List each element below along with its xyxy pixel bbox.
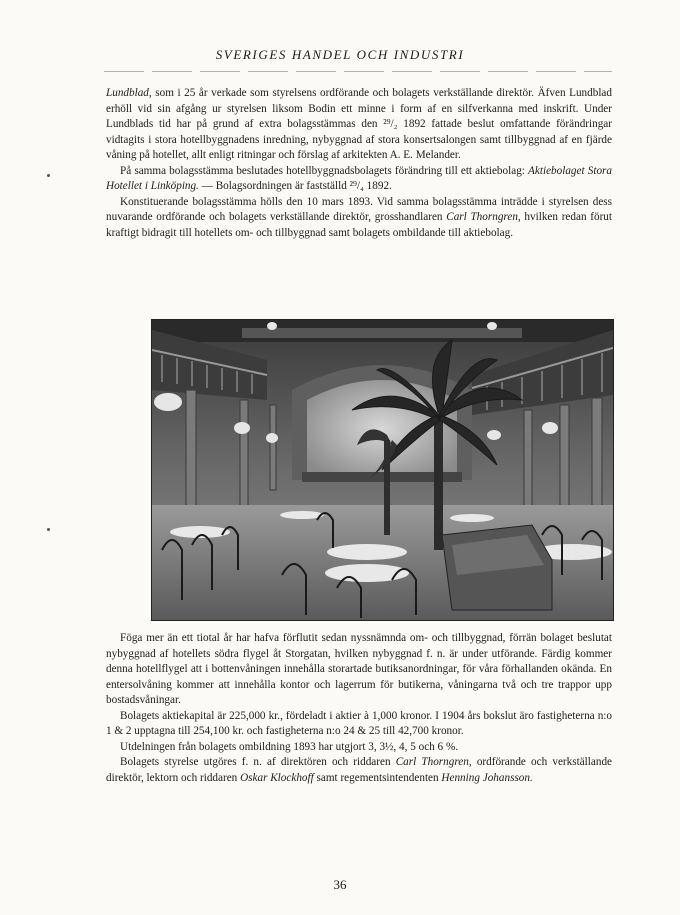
- paragraph-2: [106, 164, 612, 195]
- paragraph-5: Bolagets aktiekapital är 225,000 kr., fördeladt i aktier à 1,000 kronor. I 1904 års bokslut äro fastigheterna n:o 1 & 2 upptagna till 254,100 kr. och fastigheterna n:o 24 & 25 till 42,700 kronor.: [106, 709, 612, 738]
- paragraph-7-text-b: ordförande och verkställande direktör, lektorn och riddaren: [106, 756, 613, 784]
- name-johansson: Henning Johansson.: [441, 771, 533, 784]
- name-thorngren: Carl Thorngren,: [446, 211, 521, 224]
- paragraph-1-text: som i 25 år verkade som styrelsens ordförande och bolagets verkställande direktör. Äfven Lundblad erhöll vid sin afgång ur styrelsen liksom Bodin ett minne i form af en silfverkanna med inskrift. Under Lundblads tid har på grund af extra bolagsstämmas den ²⁹/₂ 1892 fattade beslut omfattande förändringar vidtagits i stora hotellbyggnadens inredning, nybyggnad af stora konsertsalongen samt tillbyggnad af en fjärde våning på hotellet, allt enligt ritningar och förslag af arkitekten A. E. Melander.: [106, 87, 612, 162]
- hotel-interior-photograph: [151, 319, 614, 621]
- margin-speck: [47, 174, 50, 177]
- paragraph-7-text-c: samt regementsintendenten: [313, 771, 442, 784]
- bottom-text-block: [106, 631, 612, 786]
- company-name: Aktiebolaget Stora Hotellet i Linköping.: [106, 164, 612, 193]
- name-lundblad: Lundblad,: [106, 87, 152, 99]
- paragraph-3: [106, 195, 612, 242]
- paragraph-7-text-a: Bolagets styrelse utgöres f. n. af direktören och riddaren: [120, 756, 396, 769]
- page-number: 36: [333, 877, 347, 892]
- paragraph-7: [106, 755, 612, 786]
- margin-speck: [47, 528, 50, 531]
- paragraph-1: [106, 86, 612, 164]
- name-thorngren-2: Carl Thorngren,: [395, 756, 472, 769]
- paragraph-6: Utdelningen från bolagets ombildning 1893 har utgjort 3, 3½, 4, 5 och 6 %.: [120, 740, 459, 753]
- paragraph-2-text-b: — Bolagsordningen är fastställd ²⁹/₄ 1892.: [198, 180, 392, 193]
- paragraph-3-text-b: hvilken redan förut kraftigt bidragit till hotellets om- och tillbyggnad samt bolagets ombildande till aktiebolag.: [106, 211, 613, 239]
- name-klockhoff: Oskar Klockhoff: [240, 771, 314, 784]
- paragraph-2-text-a: På samma bolagsstämma beslutades hotellbyggnadsbolagets förändring till ett aktiebolag:: [120, 164, 529, 177]
- paragraph-4: Föga mer än ett tiotal år har hafva förflutit sedan nyssnämnda om- och tillbyggnad, förrän bolaget beslutat nybyggnad af hotellets södra flygel åt Storgatan, hvilken nybyggnad f. n. är under utförande. Färdig kommer denna hotellflygel att i bottenvåningen innehålla storartade butiksanordningar, för våra förhallanden okända. En entersolvåning kommer att innehålla kontor och lagerrum för butikerna, våningarna två och tre trappor upp bostadsvåningar.: [106, 632, 612, 707]
- running-header: SVERIGES HANDEL OCH INDUSTRI: [215, 47, 465, 62]
- top-text-block: [106, 86, 612, 241]
- header-rule: [104, 71, 612, 72]
- paragraph-3-text-a: Konstituerande bolagsstämma hölls den 10 mars 1893. Vid samma bolagsstämma inträdde i styrelsen dess nuvarande ordförande och bolagets verkställande direktör, grosshandlaren: [106, 195, 612, 224]
